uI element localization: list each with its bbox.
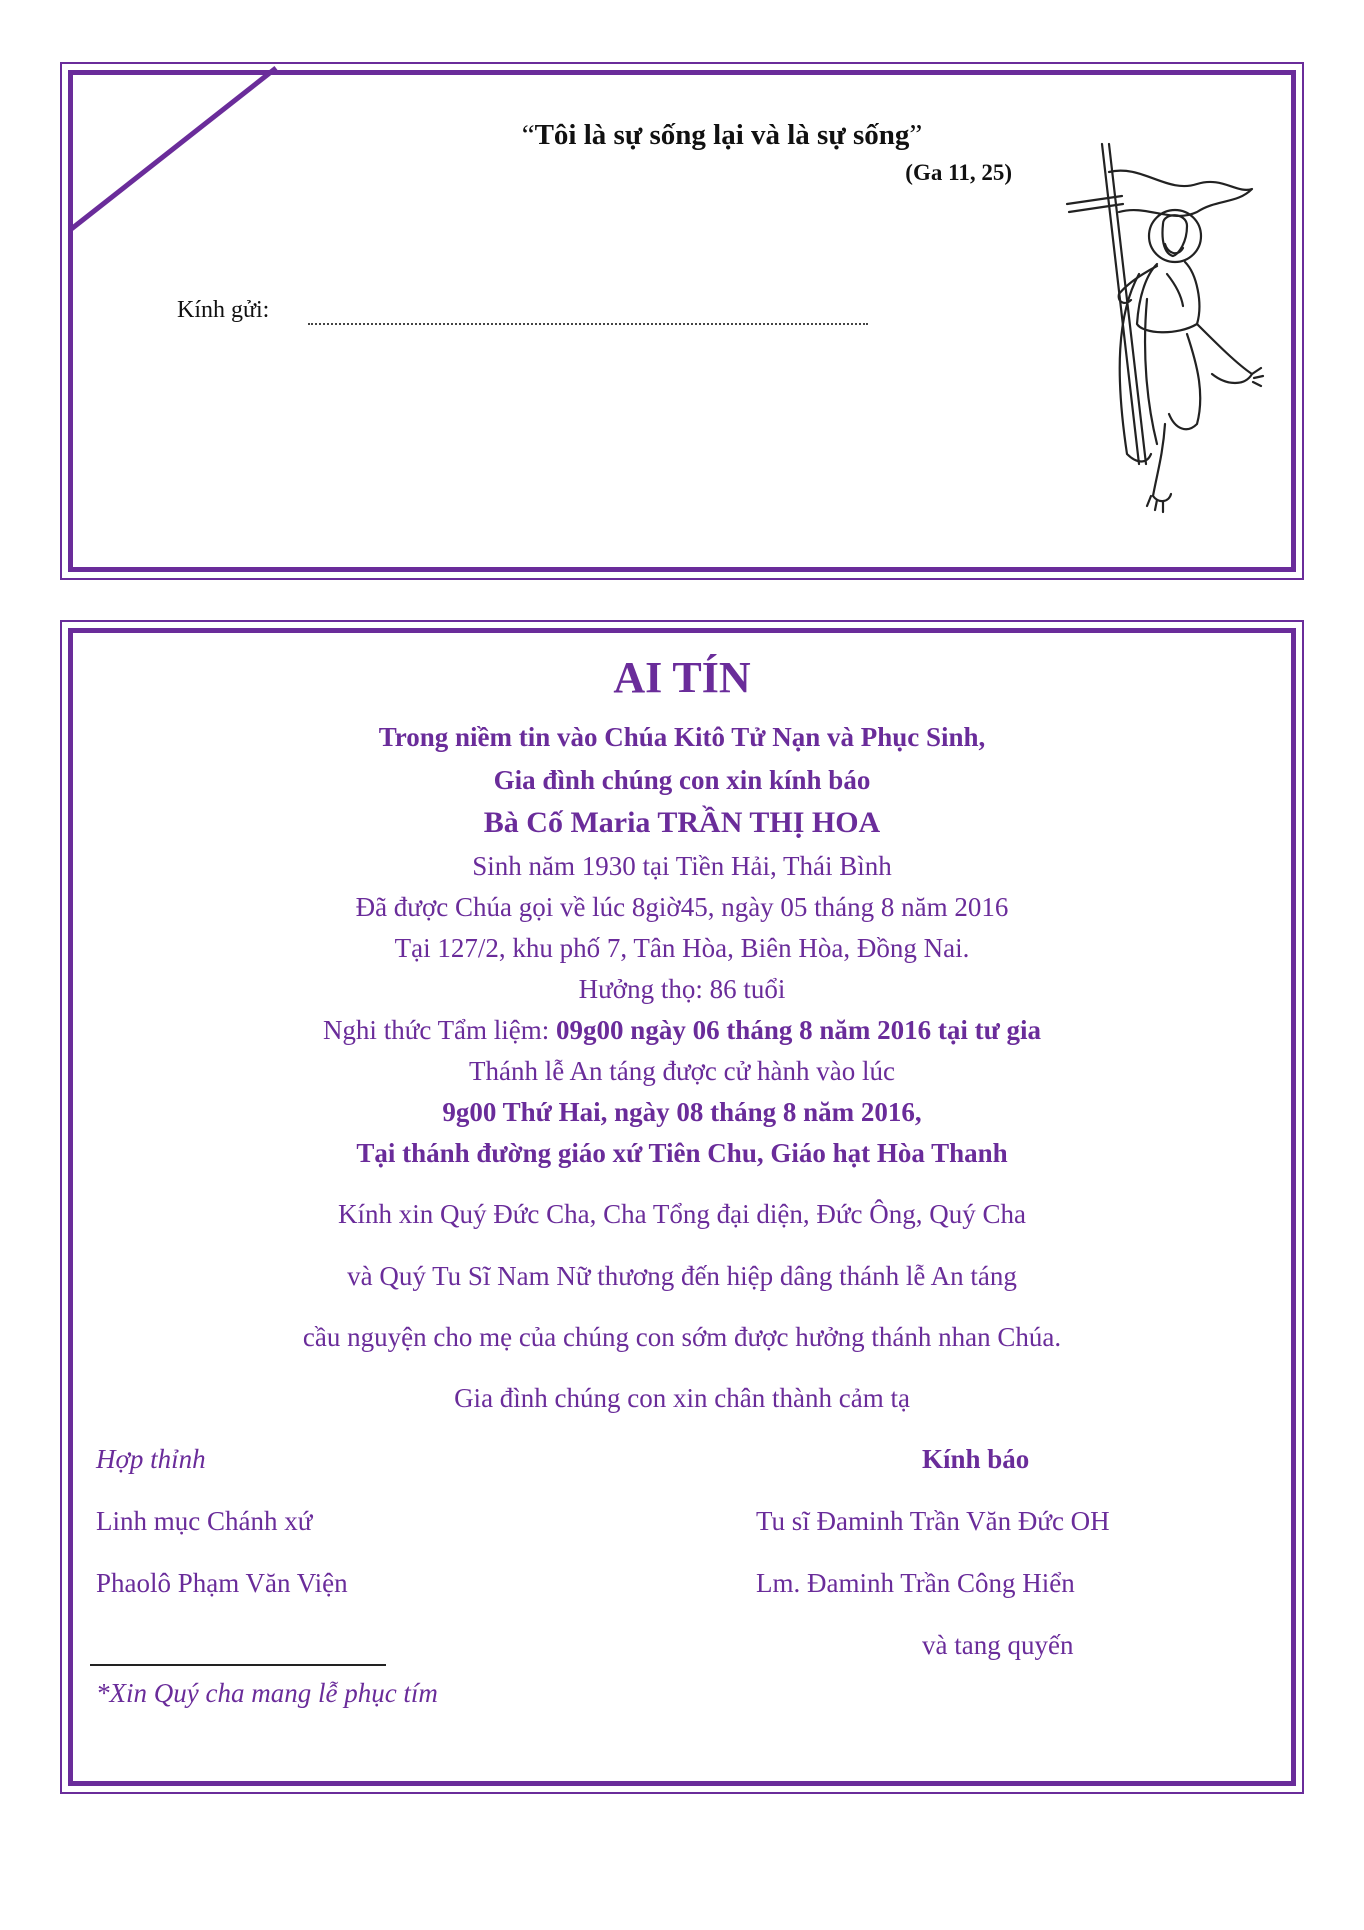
- quote-close-mark: ”: [909, 119, 923, 151]
- footnote-divider: [90, 1664, 386, 1666]
- wake-info: [62, 1015, 1302, 1046]
- scripture-quote: [442, 119, 1002, 152]
- invitation-line-2: và Quý Tu Sĩ Nam Nữ thương đến hiệp dâng thánh lễ An táng: [347, 1261, 1017, 1291]
- right-signature-line-2: Lm. Đaminh Trần Công Hiển: [756, 1568, 1075, 1598]
- mass-time: 9g00 Thứ Hai, ngày 08 tháng 8 năm 2016,: [442, 1097, 922, 1127]
- deceased-name: Bà Cố Maria TRẦN THỊ HOA: [483, 806, 881, 839]
- left-signature-line-1: Linh mục Chánh xứ: [96, 1506, 313, 1536]
- envelope-card: [60, 62, 1304, 580]
- death-info: Đã được Chúa gọi về lúc 8giờ45, ngày 05 tháng 8 năm 2016: [355, 892, 1009, 922]
- risen-christ-with-cross-icon: [1047, 124, 1267, 524]
- death-place: Tại 127/2, khu phố 7, Tân Hòa, Biên Hòa, Đồng Nai.: [394, 933, 970, 963]
- obituary-notice-card: [60, 620, 1304, 1794]
- invitation-line-1: Kính xin Quý Đức Cha, Cha Tổng đại diện, Đức Ông, Quý Cha: [338, 1199, 1026, 1229]
- footnote: *Xin Quý cha mang lễ phục tím: [96, 1678, 438, 1708]
- recipient-line[interactable]: [308, 323, 868, 325]
- invitation-line-3: cầu nguyện cho mẹ của chúng con sớm được hưởng thánh nhan Chúa.: [302, 1322, 1062, 1352]
- wake-time: 09g00 ngày 06 tháng 8 năm 2016 tại tư gia: [556, 1015, 1042, 1045]
- left-signature-line-2: Phaolô Phạm Văn Viện: [96, 1568, 348, 1598]
- right-signature-heading: Kính báo: [922, 1444, 1030, 1474]
- birth-info: Sinh năm 1930 tại Tiền Hải, Thái Bình: [472, 851, 892, 881]
- right-signature-line-3: và tang quyến: [922, 1630, 1074, 1660]
- left-signature-heading: Hợp thỉnh: [96, 1444, 206, 1474]
- mass-intro: Thánh lễ An táng được cử hành vào lúc: [469, 1056, 895, 1086]
- intro-line-1: Trong niềm tin vào Chúa Kitô Tử Nạn và Phục Sinh,: [378, 722, 986, 752]
- age-info: Hưởng thọ: 86 tuổi: [578, 974, 786, 1004]
- scripture-reference: (Ga 11, 25): [905, 160, 1012, 185]
- thanks-line: Gia đình chúng con xin chân thành cảm tạ: [454, 1383, 910, 1413]
- intro-line-2: Gia đình chúng con xin kính báo: [493, 765, 871, 795]
- mass-place: Tại thánh đường giáo xứ Tiên Chu, Giáo hạt Hòa Thanh: [356, 1138, 1008, 1168]
- wake-label: Nghi thức Tẩm liệm:: [322, 1015, 557, 1045]
- recipient-label: Kính gửi:: [177, 297, 270, 323]
- notice-title: AI TÍN: [613, 653, 751, 702]
- quote-text: Tôi là sự sống lại và là sự sống: [534, 119, 910, 151]
- right-signature-line-1: Tu sĩ Đaminh Trần Văn Đức OH: [756, 1506, 1110, 1536]
- quote-open-mark: “: [521, 119, 535, 151]
- mourning-corner-stripe: [62, 64, 302, 244]
